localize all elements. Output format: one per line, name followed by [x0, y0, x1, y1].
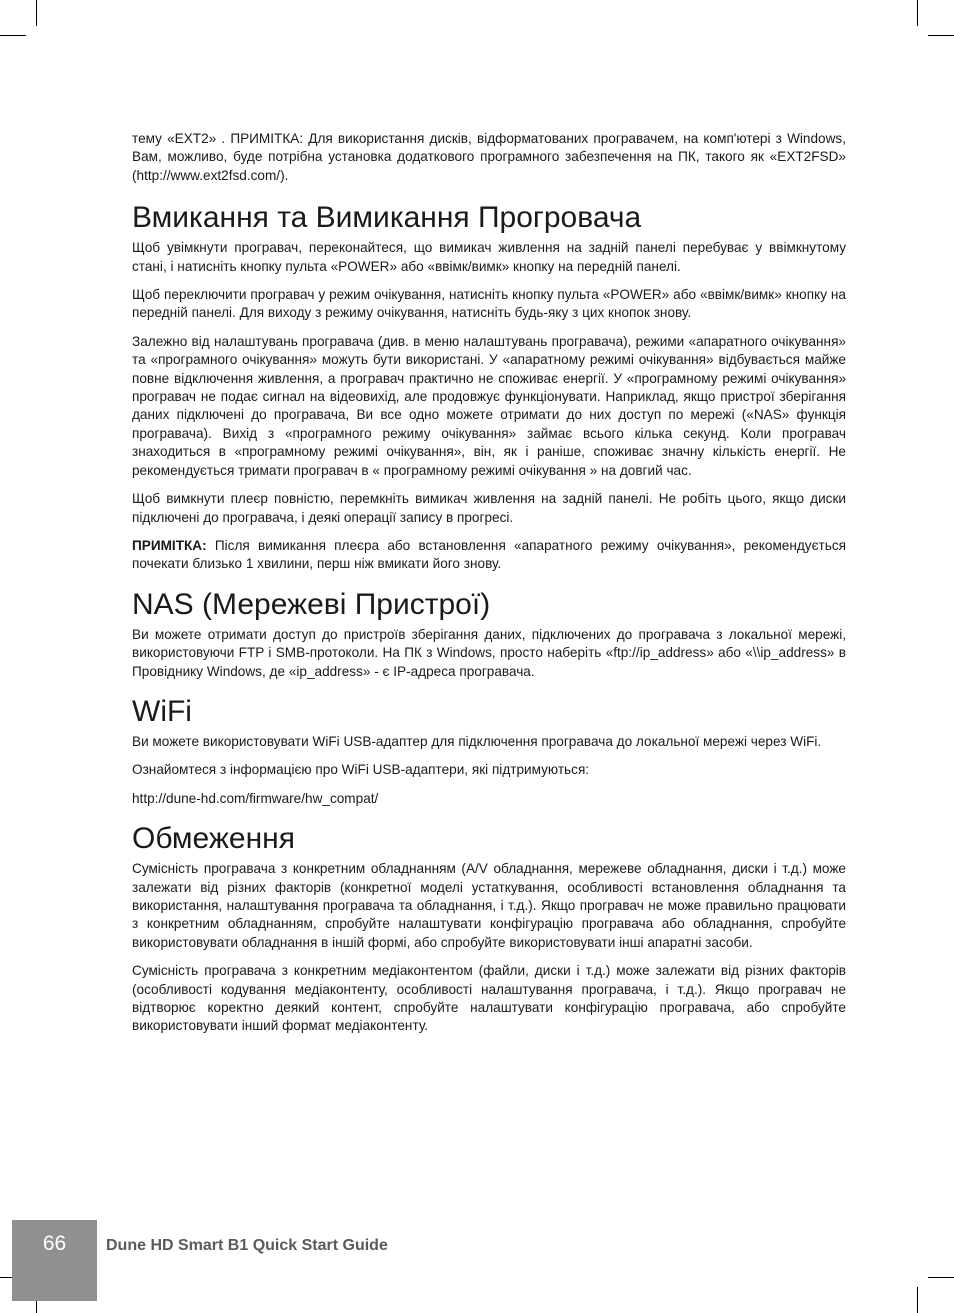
section-heading-nas: NAS (Мережеві Пристрої) — [132, 587, 491, 621]
power-paragraph-1: Щоб увімкнути програвач, переконайтеся, що вимикач живлення на задній панелі перебуває у ввімкнутому стані, і натисніть кнопку пульта «POWER» або «ввімк/вимк» кнопку на передній панелі. — [132, 240, 846, 274]
section-heading-limits: Обмеження — [132, 822, 295, 856]
wifi-paragraph-1: Ви можете використовувати WiFi USB-адаптер для підключення програвача до локальної мережі через WiFi. — [132, 733, 822, 749]
power-paragraph-3: Залежно від налаштувань програвача (див. в меню налаштувань програвача), режими «апаратного очікування» та «програмного очікування» можуть бути використані. У «апаратному режимі очікування» відбувається майже повне відключення живлення, а програвач практично не споживає енергії. У «програмному режимі очікування» програвач не подає сигнал на відеовихід, але продовжує функціонувати. Наприклад, якщо пристрої зберігання даних підключені до програвача, Ви все одно можете отримати до них доступ по мережі («NAS» функція програвача). Вихід з «програмного режиму очікування» займає всього кілька секунд. Коли програвач знаходиться в «програмному режимі очікування», він, як і раніше, споживає значну кількість енергії. Не рекомендується тримати програвач в « програмному режимі очікування » на довгий час. — [132, 333, 846, 478]
note-label: ПРИМІТКА: — [132, 537, 207, 553]
power-paragraph-4: Щоб вимкнути плеєр повністю, перемкніть вимикач живлення на задній панелі. Не робіть цього, якщо диски підключені до програвача, і деякі операції запису в прогресі. — [132, 491, 846, 525]
crop-mark — [928, 1277, 954, 1278]
crop-mark — [917, 1287, 918, 1313]
crop-mark — [0, 35, 26, 36]
wifi-compat-link[interactable]: http://dune-hd.com/firmware/hw_compat/ — [132, 790, 379, 806]
intro-paragraph: тему «EXT2» . ПРИМІТКА: Для використання дисків, відформатованих програвачем, на комп'ютері з Windows, Вам, можливо, буде потрібна установка додаткового програмного забезпечення на ПК, такого як «EXT2FSD» (http://www.ext2fsd.com/). — [132, 131, 846, 183]
crop-mark — [917, 0, 918, 26]
wifi-paragraph-2: Ознайомтеся з інформацією про WiFi USB-адаптери, які підтримуються: — [132, 762, 590, 778]
power-note — [132, 537, 846, 574]
page-number: 66 — [42, 1232, 67, 1255]
guide-title: Dune HD Smart B1 Quick Start Guide — [106, 1237, 388, 1254]
crop-mark — [928, 35, 954, 36]
limits-paragraph-2: Сумісність програвача з конкретним медіаконтентом (файли, диски і т.д.) може залежати від різних факторів (особливості кодування медіаконтенту, особливості налаштування програвача, і т.д.). Якщо програвач не відтворює коректно деякий контент, спробуйте налаштувати конфігурацію програвача, або спробуйте використовувати інший формат медіаконтенту. — [132, 963, 846, 1034]
section-heading-wifi: WiFi — [132, 694, 192, 728]
nas-paragraph-1: Ви можете отримати доступ до пристроїв зберігання даних, підключених до програвача з локальної мережі, використовуючи FTP і SMB-протоколи. На ПК з Windows, просто наберіть «ftp://ip_address» або «\\ip_address» в Провіднику Windows, де «ip_address» - є IP-адреса програвача. — [132, 626, 846, 679]
section-heading-power: Вмикання та Вимикання Прогровача — [132, 201, 642, 235]
page-content — [132, 130, 846, 1046]
limits-paragraph-1: Сумісність програвача з конкретним обладнанням (A/V обладнання, мережеве обладнання, диски і т.д.) може залежати від різних факторів (конкретної моделі устаткування, особливості встановлення обладнання та використання, налаштування програвача та обладнання, і т.д.). Якщо програвач не може правильно працювати з конкретним обладнанням, спробуйте налаштувати конфігурацію програвача або обладнання, спробуйте використовувати обладнання в іншій формі, або спробуйте використовувати інші апаратні засоби. — [132, 861, 846, 950]
note-text: Після вимикання плеєра або встановлення «апаратного режиму очікування», рекомендується почекати близько 1 хвилини, перш ніж вмикати його знову. — [132, 537, 846, 572]
crop-mark — [36, 0, 37, 26]
power-paragraph-2: Щоб переключити програвач у режим очікування, натисніть кнопку пульта «POWER» або «ввімк/вимк» кнопку на передній панелі. Для виходу з режиму очікування, натисніть будь-яку з цих кнопок знову. — [132, 287, 846, 321]
